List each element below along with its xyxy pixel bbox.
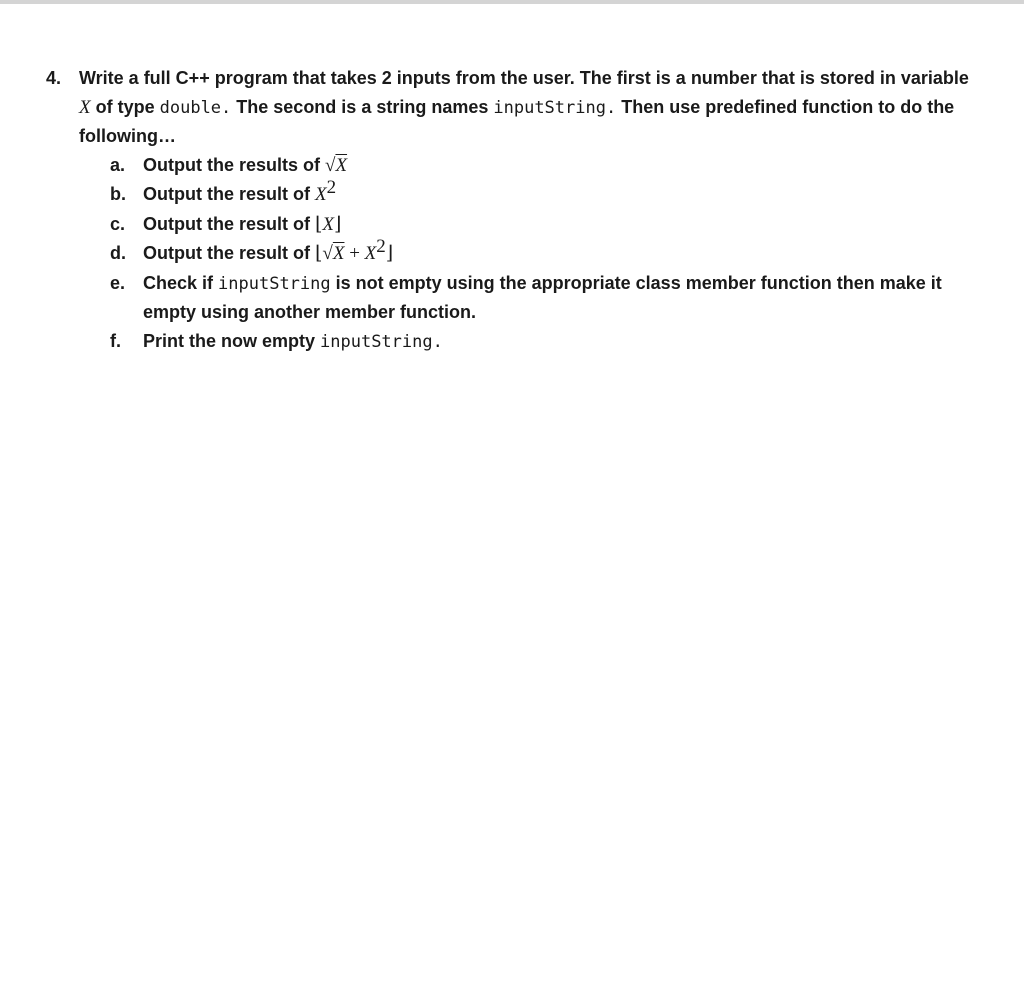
math-variable-2: X (364, 243, 377, 264)
plus-sign: + (344, 243, 365, 264)
question-4 (46, 64, 976, 356)
sub-question-list (110, 151, 976, 357)
sub-question-text-1: Check if (143, 272, 219, 293)
sub-question-letter: e. (110, 272, 126, 293)
sub-question-c (110, 210, 976, 240)
sub-question-text: Output the result of (143, 184, 315, 204)
question-number: 4. (46, 68, 62, 88)
math-variable: X (332, 243, 345, 264)
exponent: 2 (326, 177, 337, 198)
type-double-code: double. (159, 97, 232, 118)
sub-question-f (110, 327, 976, 357)
top-border (0, 0, 1024, 4)
sub-question-text: Output the result of (143, 213, 315, 234)
question-prompt (79, 64, 976, 151)
sub-question-text: Output the result of (143, 243, 315, 263)
sub-question-text: Output the results of (143, 154, 325, 175)
sub-question-text-1: Print the now empty (143, 330, 321, 351)
floor-left-bracket: ⌊ (314, 213, 323, 235)
prompt-text-2: of type (90, 96, 160, 117)
sub-question-b (110, 177, 976, 210)
sub-question-letter: f. (110, 330, 121, 351)
sub-question-d (110, 236, 976, 269)
input-string-code: inputString (218, 273, 331, 294)
sqrt-symbol: √ (325, 154, 336, 176)
sub-question-a (110, 151, 976, 181)
prompt-text-1: Write a full C++ program that takes 2 inputs from the user. The first is a number that is stored in variable (79, 68, 969, 88)
sub-question-letter: a. (110, 154, 126, 175)
math-variable: X (322, 213, 335, 235)
floor-right-bracket: ⌋ (334, 213, 342, 235)
variable-x: X (79, 96, 91, 118)
prompt-text-4: Then use predefined function to do the following… (79, 96, 955, 146)
sub-question-e (110, 269, 976, 327)
prompt-text-3: The second is a string names (231, 96, 494, 117)
floor-left-bracket: ⌊ (314, 243, 323, 264)
sqrt-symbol: √ (322, 243, 333, 264)
floor-right-bracket: ⌋ (385, 243, 394, 264)
sub-question-letter: d. (110, 243, 126, 263)
sub-question-text-2: is not empty using the appropriate class member function then make it empty using another member function. (143, 272, 942, 322)
math-variable: X (314, 184, 327, 205)
sub-question-letter: b. (110, 184, 126, 204)
math-variable: X (335, 154, 348, 176)
exponent: 2 (376, 236, 386, 257)
input-string-code: inputString. (320, 331, 443, 352)
sub-question-letter: c. (110, 213, 126, 234)
input-string-code: inputString. (493, 97, 617, 118)
